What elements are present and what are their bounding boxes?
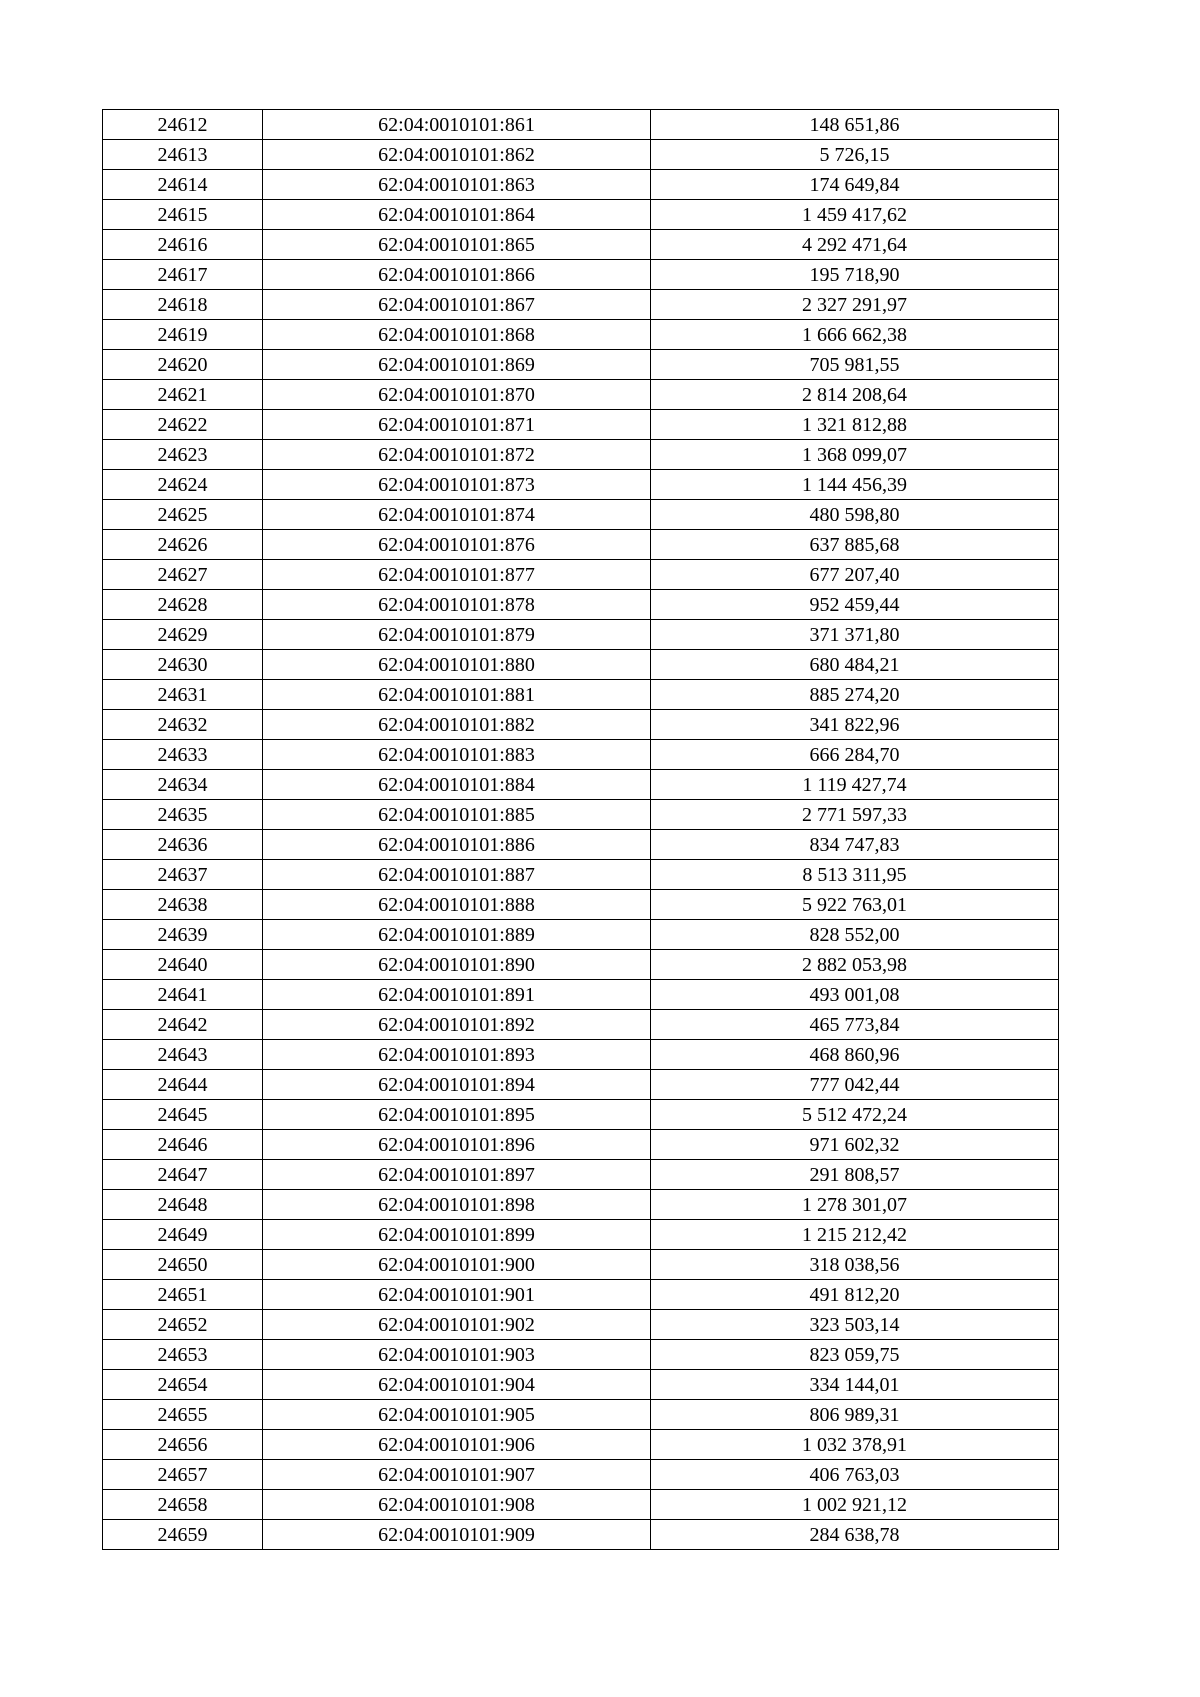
cadastral-number-cell: 62:04:0010101:896 — [263, 1130, 651, 1160]
table-row — [103, 1130, 1059, 1160]
table-row — [103, 1430, 1059, 1460]
table-row — [103, 380, 1059, 410]
table-row — [103, 680, 1059, 710]
cadastral-value-cell: 5 726,15 — [651, 140, 1059, 170]
cadastral-number-cell: 62:04:0010101:888 — [263, 890, 651, 920]
table-row — [103, 110, 1059, 140]
table-row — [103, 770, 1059, 800]
row-number-cell: 24620 — [103, 350, 263, 380]
table-row — [103, 890, 1059, 920]
cadastral-number-cell: 62:04:0010101:886 — [263, 830, 651, 860]
cadastral-value-cell: 5 512 472,24 — [651, 1100, 1059, 1130]
table-row — [103, 860, 1059, 890]
cadastral-value-cell: 468 860,96 — [651, 1040, 1059, 1070]
row-number-cell: 24652 — [103, 1310, 263, 1340]
cadastral-number-cell: 62:04:0010101:882 — [263, 710, 651, 740]
row-number-cell: 24640 — [103, 950, 263, 980]
cadastral-number-cell: 62:04:0010101:885 — [263, 800, 651, 830]
table-row — [103, 1370, 1059, 1400]
table-row — [103, 290, 1059, 320]
cadastral-value-cell: 1 459 417,62 — [651, 200, 1059, 230]
table-row — [103, 830, 1059, 860]
cadastral-number-cell: 62:04:0010101:892 — [263, 1010, 651, 1040]
cadastral-value-cell: 677 207,40 — [651, 560, 1059, 590]
cadastral-value-cell: 2 882 053,98 — [651, 950, 1059, 980]
cadastral-number-cell: 62:04:0010101:873 — [263, 470, 651, 500]
table-row — [103, 320, 1059, 350]
row-number-cell: 24643 — [103, 1040, 263, 1070]
row-number-cell: 24651 — [103, 1280, 263, 1310]
cadastral-number-cell: 62:04:0010101:864 — [263, 200, 651, 230]
row-number-cell: 24654 — [103, 1370, 263, 1400]
cadastral-value-cell: 1 321 812,88 — [651, 410, 1059, 440]
row-number-cell: 24626 — [103, 530, 263, 560]
cadastral-number-cell: 62:04:0010101:893 — [263, 1040, 651, 1070]
table-row — [103, 440, 1059, 470]
row-number-cell: 24621 — [103, 380, 263, 410]
cadastral-number-cell: 62:04:0010101:883 — [263, 740, 651, 770]
row-number-cell: 24634 — [103, 770, 263, 800]
cadastral-value-cell: 318 038,56 — [651, 1250, 1059, 1280]
table-row — [103, 500, 1059, 530]
table-row — [103, 1340, 1059, 1370]
cadastral-value-cell: 705 981,55 — [651, 350, 1059, 380]
cadastral-number-cell: 62:04:0010101:904 — [263, 1370, 651, 1400]
row-number-cell: 24659 — [103, 1520, 263, 1550]
table-row — [103, 650, 1059, 680]
table-row — [103, 590, 1059, 620]
cadastral-value-cell: 2 771 597,33 — [651, 800, 1059, 830]
cadastral-value-cell: 291 808,57 — [651, 1160, 1059, 1190]
row-number-cell: 24635 — [103, 800, 263, 830]
row-number-cell: 24656 — [103, 1430, 263, 1460]
cadastral-number-cell: 62:04:0010101:878 — [263, 590, 651, 620]
row-number-cell: 24628 — [103, 590, 263, 620]
cadastral-number-cell: 62:04:0010101:908 — [263, 1490, 651, 1520]
row-number-cell: 24658 — [103, 1490, 263, 1520]
table-row — [103, 140, 1059, 170]
row-number-cell: 24650 — [103, 1250, 263, 1280]
cadastral-number-cell: 62:04:0010101:876 — [263, 530, 651, 560]
cadastral-number-cell: 62:04:0010101:874 — [263, 500, 651, 530]
row-number-cell: 24624 — [103, 470, 263, 500]
cadastral-value-cell: 1 278 301,07 — [651, 1190, 1059, 1220]
cadastral-number-cell: 62:04:0010101:869 — [263, 350, 651, 380]
cadastral-value-cell: 341 822,96 — [651, 710, 1059, 740]
row-number-cell: 24655 — [103, 1400, 263, 1430]
cadastral-value-cell: 406 763,03 — [651, 1460, 1059, 1490]
row-number-cell: 24633 — [103, 740, 263, 770]
cadastral-number-cell: 62:04:0010101:889 — [263, 920, 651, 950]
table-row — [103, 560, 1059, 590]
table-row — [103, 1460, 1059, 1490]
cadastral-number-cell: 62:04:0010101:900 — [263, 1250, 651, 1280]
cadastral-value-cell: 1 215 212,42 — [651, 1220, 1059, 1250]
cadastral-value-cell: 666 284,70 — [651, 740, 1059, 770]
cadastral-value-cell: 1 144 456,39 — [651, 470, 1059, 500]
cadastral-number-cell: 62:04:0010101:901 — [263, 1280, 651, 1310]
row-number-cell: 24636 — [103, 830, 263, 860]
table-row — [103, 1310, 1059, 1340]
row-number-cell: 24645 — [103, 1100, 263, 1130]
cadastral-value-cell: 491 812,20 — [651, 1280, 1059, 1310]
cadastral-number-cell: 62:04:0010101:868 — [263, 320, 651, 350]
cadastral-value-cell: 637 885,68 — [651, 530, 1059, 560]
table-row — [103, 620, 1059, 650]
table-row — [103, 410, 1059, 440]
cadastral-number-cell: 62:04:0010101:884 — [263, 770, 651, 800]
cadastral-number-cell: 62:04:0010101:877 — [263, 560, 651, 590]
table-row — [103, 200, 1059, 230]
table-row — [103, 1010, 1059, 1040]
cadastral-value-table — [102, 109, 1059, 1550]
table-row — [103, 740, 1059, 770]
cadastral-value-cell: 823 059,75 — [651, 1340, 1059, 1370]
cadastral-value-cell: 777 042,44 — [651, 1070, 1059, 1100]
cadastral-number-cell: 62:04:0010101:887 — [263, 860, 651, 890]
cadastral-number-cell: 62:04:0010101:861 — [263, 110, 651, 140]
row-number-cell: 24641 — [103, 980, 263, 1010]
table-row — [103, 350, 1059, 380]
cadastral-value-cell: 2 814 208,64 — [651, 380, 1059, 410]
cadastral-number-cell: 62:04:0010101:866 — [263, 260, 651, 290]
cadastral-value-cell: 1 368 099,07 — [651, 440, 1059, 470]
cadastral-number-cell: 62:04:0010101:899 — [263, 1220, 651, 1250]
cadastral-value-cell: 1 666 662,38 — [651, 320, 1059, 350]
cadastral-value-cell: 828 552,00 — [651, 920, 1059, 950]
row-number-cell: 24646 — [103, 1130, 263, 1160]
cadastral-number-cell: 62:04:0010101:881 — [263, 680, 651, 710]
cadastral-value-cell: 195 718,90 — [651, 260, 1059, 290]
row-number-cell: 24612 — [103, 110, 263, 140]
cadastral-number-cell: 62:04:0010101:909 — [263, 1520, 651, 1550]
table-row — [103, 1250, 1059, 1280]
table-row — [103, 1490, 1059, 1520]
cadastral-number-cell: 62:04:0010101:902 — [263, 1310, 651, 1340]
cadastral-number-cell: 62:04:0010101:870 — [263, 380, 651, 410]
cadastral-value-cell: 465 773,84 — [651, 1010, 1059, 1040]
cadastral-number-cell: 62:04:0010101:865 — [263, 230, 651, 260]
row-number-cell: 24627 — [103, 560, 263, 590]
cadastral-number-cell: 62:04:0010101:863 — [263, 170, 651, 200]
cadastral-number-cell: 62:04:0010101:905 — [263, 1400, 651, 1430]
cadastral-value-cell: 1 002 921,12 — [651, 1490, 1059, 1520]
row-number-cell: 24613 — [103, 140, 263, 170]
table-row — [103, 230, 1059, 260]
cadastral-number-cell: 62:04:0010101:879 — [263, 620, 651, 650]
cadastral-value-cell: 323 503,14 — [651, 1310, 1059, 1340]
row-number-cell: 24618 — [103, 290, 263, 320]
row-number-cell: 24629 — [103, 620, 263, 650]
cadastral-number-cell: 62:04:0010101:867 — [263, 290, 651, 320]
table-row — [103, 530, 1059, 560]
row-number-cell: 24649 — [103, 1220, 263, 1250]
table-row — [103, 980, 1059, 1010]
table-row — [103, 1400, 1059, 1430]
cadastral-value-cell: 284 638,78 — [651, 1520, 1059, 1550]
row-number-cell: 24615 — [103, 200, 263, 230]
cadastral-number-cell: 62:04:0010101:906 — [263, 1430, 651, 1460]
cadastral-value-cell: 148 651,86 — [651, 110, 1059, 140]
row-number-cell: 24631 — [103, 680, 263, 710]
cadastral-number-cell: 62:04:0010101:862 — [263, 140, 651, 170]
cadastral-value-cell: 2 327 291,97 — [651, 290, 1059, 320]
row-number-cell: 24657 — [103, 1460, 263, 1490]
cadastral-value-cell: 493 001,08 — [651, 980, 1059, 1010]
row-number-cell: 24647 — [103, 1160, 263, 1190]
row-number-cell: 24617 — [103, 260, 263, 290]
cadastral-value-cell: 952 459,44 — [651, 590, 1059, 620]
table-row — [103, 1520, 1059, 1550]
row-number-cell: 24644 — [103, 1070, 263, 1100]
table-row — [103, 1100, 1059, 1130]
table-row — [103, 950, 1059, 980]
cadastral-value-cell: 480 598,80 — [651, 500, 1059, 530]
row-number-cell: 24614 — [103, 170, 263, 200]
cadastral-value-cell: 8 513 311,95 — [651, 860, 1059, 890]
cadastral-value-cell: 1 119 427,74 — [651, 770, 1059, 800]
row-number-cell: 24632 — [103, 710, 263, 740]
cadastral-value-cell: 371 371,80 — [651, 620, 1059, 650]
table-row — [103, 1190, 1059, 1220]
cadastral-value-cell: 5 922 763,01 — [651, 890, 1059, 920]
row-number-cell: 24642 — [103, 1010, 263, 1040]
table-row — [103, 470, 1059, 500]
table-row — [103, 1070, 1059, 1100]
row-number-cell: 24622 — [103, 410, 263, 440]
cadastral-number-cell: 62:04:0010101:890 — [263, 950, 651, 980]
row-number-cell: 24619 — [103, 320, 263, 350]
cadastral-value-cell: 1 032 378,91 — [651, 1430, 1059, 1460]
table-row — [103, 710, 1059, 740]
cadastral-value-cell: 334 144,01 — [651, 1370, 1059, 1400]
cadastral-value-cell: 680 484,21 — [651, 650, 1059, 680]
row-number-cell: 24616 — [103, 230, 263, 260]
cadastral-number-cell: 62:04:0010101:894 — [263, 1070, 651, 1100]
row-number-cell: 24625 — [103, 500, 263, 530]
cadastral-value-cell: 834 747,83 — [651, 830, 1059, 860]
table-row — [103, 170, 1059, 200]
cadastral-number-cell: 62:04:0010101:903 — [263, 1340, 651, 1370]
table-row — [103, 1040, 1059, 1070]
row-number-cell: 24639 — [103, 920, 263, 950]
cadastral-value-cell: 971 602,32 — [651, 1130, 1059, 1160]
row-number-cell: 24638 — [103, 890, 263, 920]
table-row — [103, 260, 1059, 290]
row-number-cell: 24630 — [103, 650, 263, 680]
cadastral-value-cell: 174 649,84 — [651, 170, 1059, 200]
table-row — [103, 800, 1059, 830]
cadastral-number-cell: 62:04:0010101:895 — [263, 1100, 651, 1130]
cadastral-number-cell: 62:04:0010101:897 — [263, 1160, 651, 1190]
row-number-cell: 24637 — [103, 860, 263, 890]
cadastral-number-cell: 62:04:0010101:872 — [263, 440, 651, 470]
table-row — [103, 1220, 1059, 1250]
cadastral-number-cell: 62:04:0010101:907 — [263, 1460, 651, 1490]
cadastral-number-cell: 62:04:0010101:871 — [263, 410, 651, 440]
table-row — [103, 920, 1059, 950]
cadastral-value-cell: 885 274,20 — [651, 680, 1059, 710]
cadastral-number-cell: 62:04:0010101:880 — [263, 650, 651, 680]
table-row — [103, 1160, 1059, 1190]
row-number-cell: 24623 — [103, 440, 263, 470]
table-body — [103, 110, 1059, 1550]
cadastral-number-cell: 62:04:0010101:891 — [263, 980, 651, 1010]
row-number-cell: 24648 — [103, 1190, 263, 1220]
row-number-cell: 24653 — [103, 1340, 263, 1370]
table-row — [103, 1280, 1059, 1310]
cadastral-number-cell: 62:04:0010101:898 — [263, 1190, 651, 1220]
cadastral-value-cell: 806 989,31 — [651, 1400, 1059, 1430]
cadastral-value-cell: 4 292 471,64 — [651, 230, 1059, 260]
